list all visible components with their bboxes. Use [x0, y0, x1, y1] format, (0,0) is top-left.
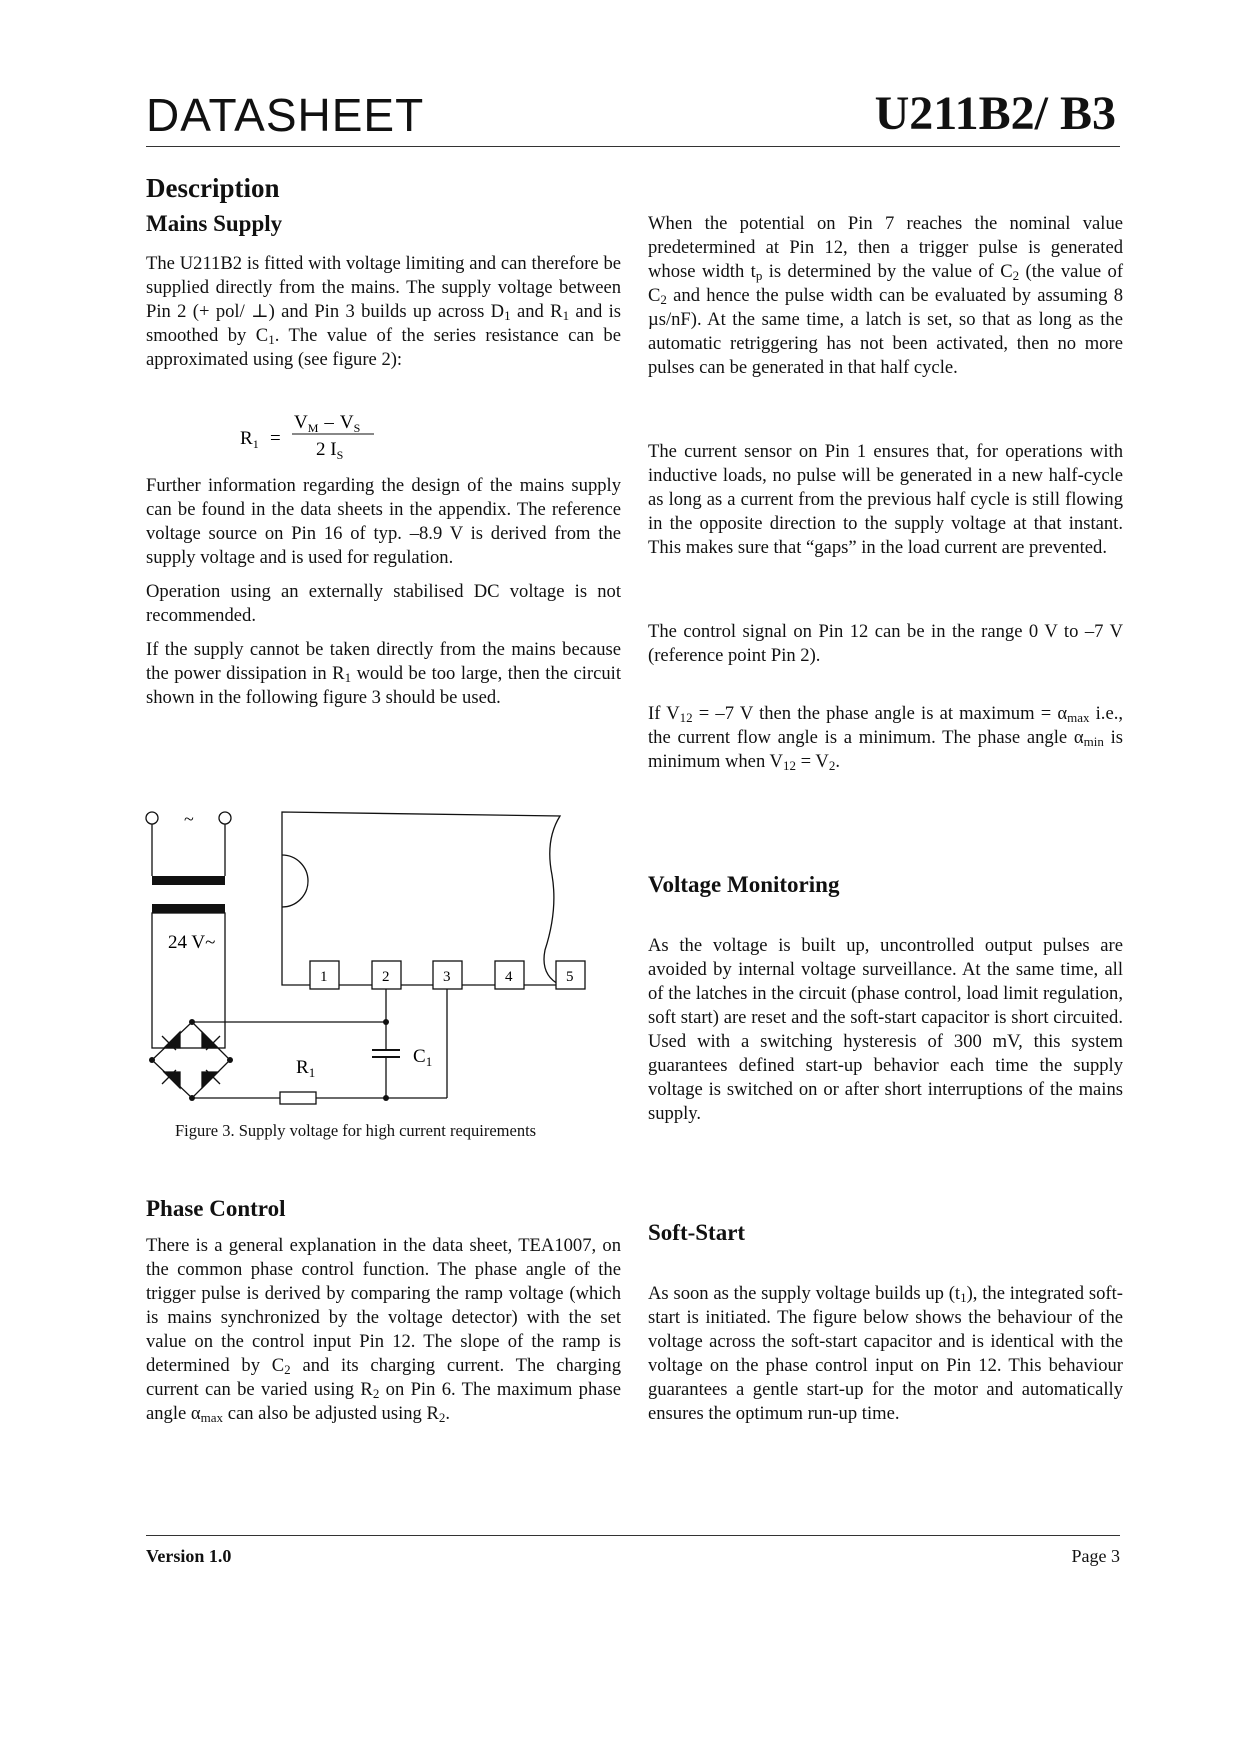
svg-text:=: =	[270, 428, 281, 449]
pin-3-label: 3	[443, 969, 451, 985]
pin-4-label: 4	[505, 969, 513, 985]
bridge-rectifier	[152, 1022, 230, 1098]
pin-1-label: 1	[320, 969, 328, 985]
right-paragraph-control-signal: The control signal on Pin 12 can be in the range 0 V to –7 V (reference point Pin 2).	[648, 621, 1123, 666]
svg-text:2 IS: 2 $I_S$	[316, 439, 344, 462]
transformer-core-secondary	[152, 904, 225, 913]
pin-5-label: 5	[566, 969, 574, 985]
section-title-description: Description	[146, 173, 280, 203]
right-paragraph-phase-angle: If $V_{12} = -7$ V then the phase angle is at maximum = $\alpha_{max}$ i.e., the current flow angle is a minimum. The phase angle $\alpha_{min}$ is minimum when $V_{12} = V_2$.	[648, 703, 1124, 773]
resistor-r1	[280, 1092, 316, 1104]
footer-version: Version 1.0	[146, 1546, 232, 1566]
ic-notch	[282, 855, 308, 907]
document-type-title: DATASHEET	[146, 89, 425, 141]
footer-rule	[146, 1535, 1120, 1536]
right-paragraph-current-sensor: The current sensor on Pin 1 ensures that, for operations with inductive loads, no pulse will be generated in a new half-cycle as long as a current from the previous half cycle is still flowing in the opposite direction to the supply voltage at that instant. This makes sure that “gaps” in the load current are prevented.	[648, 441, 1123, 558]
pin-2-label: 2	[382, 969, 390, 985]
figure-3-circuit	[140, 800, 620, 1115]
heading-mains-supply: Mains Supply	[146, 211, 283, 236]
mains-supply-paragraphs: Further information regarding the design of the mains supply can be found in the data sheets in the appendix. The reference voltage source on Pin 16 of typ. –8.9 V is derived from the supply voltage and is used for regulation. Operation using an externally stabilised DC voltage is not recommended. If the supply cannot be taken directly from the mains because the power dissipation in $R_1$ would be too large, then the circuit shown in the following figure 3 should be used.	[146, 475, 622, 708]
heading-voltage-monitoring: Voltage Monitoring	[648, 872, 840, 897]
heading-phase-control: Phase Control	[146, 1196, 286, 1221]
series-resistance-formula	[240, 408, 400, 474]
transformer-core-primary	[152, 876, 225, 885]
part-number-title: U211B2/ B3	[874, 87, 1116, 140]
mains-supply-paragraph-1: The U211B2 is fitted with voltage limiting and can therefore be supplied directly from the mains. The supply voltage between Pin 2 (+ pol/ ⊥) and Pin 3 builds up across $D_1$ and $R_1$ and is smoothed by $C_1$. The value of the series resistance can be approximated using (see figure 2):	[146, 253, 622, 370]
terminal-right	[219, 812, 231, 824]
heading-soft-start: Soft-Start	[648, 1220, 746, 1245]
bridge-diodes	[162, 1032, 220, 1088]
svg-text:R1: $R_1$	[240, 428, 259, 451]
svg-text:VM–VS: $V_M - V_S$	[294, 412, 361, 435]
ac-tilde-label: ~	[184, 809, 194, 829]
transformer-voltage-label: 24 V~	[168, 932, 216, 953]
right-paragraph-trigger-pulse: When the potential on Pin 7 reaches the nominal value predetermined at Pin 12, then a trigger pulse is generated whose width $t_p$ is determined by the value of $C_2$ (the value of $C_2$ and hence the pulse width can be evaluated by assuming 8 µs/nF). At the same time, a latch is set, so that as long as the automatic retriggering has not been activated, then no more pulses can be generated in that half cycle.	[648, 213, 1124, 378]
footer-page-number: Page 3	[1071, 1546, 1120, 1566]
capacitor-label: $C_1$	[413, 1046, 433, 1069]
phase-control-paragraph: There is a general explanation in the data sheet, TEA1007, on the common phase control function. The phase angle of the trigger pulse is derived by comparing the ramp voltage (which is mains synchronized by the voltage detector) with the set value on the control input Pin 12. The slope of the ramp is determined by $C_2$ and its charging current. The charging current can be varied using $R_2$ on Pin 6. The maximum phase angle $\alpha_{max}$ can also be adjusted using $R_2$.	[146, 1235, 621, 1425]
resistor-label: $R_1$	[296, 1057, 316, 1080]
terminal-left	[146, 812, 158, 824]
soft-start-paragraph: As soon as the supply voltage builds up $(t_1)$, the integrated soft-start is initiated. The figure below shows the behaviour of the voltage across the soft-start capacitor and is identical with the voltage on the phase control input on Pin 12. This behaviour guarantees a gentle start-up for the motor and automatically ensures the optimum run-up time.	[648, 1283, 1123, 1424]
voltage-monitoring-paragraph: As the voltage is built up, uncontrolled output pulses are avoided by internal voltage surveillance. At the same time, all of the latches in the circuit (phase control, load limit regulation, soft start) are reset and the soft-start capacitor is short circuited. Used with a switching hysteresis of 300 mV, this system guarantees defined start-up behavior each time the supply voltage is switched on or after short interruptions of the mains supply.	[648, 935, 1123, 1124]
header-rule	[146, 146, 1120, 147]
figure-3-caption: Figure 3. Supply voltage for high current requirements	[175, 1121, 537, 1140]
ic-package-outline	[282, 812, 560, 985]
